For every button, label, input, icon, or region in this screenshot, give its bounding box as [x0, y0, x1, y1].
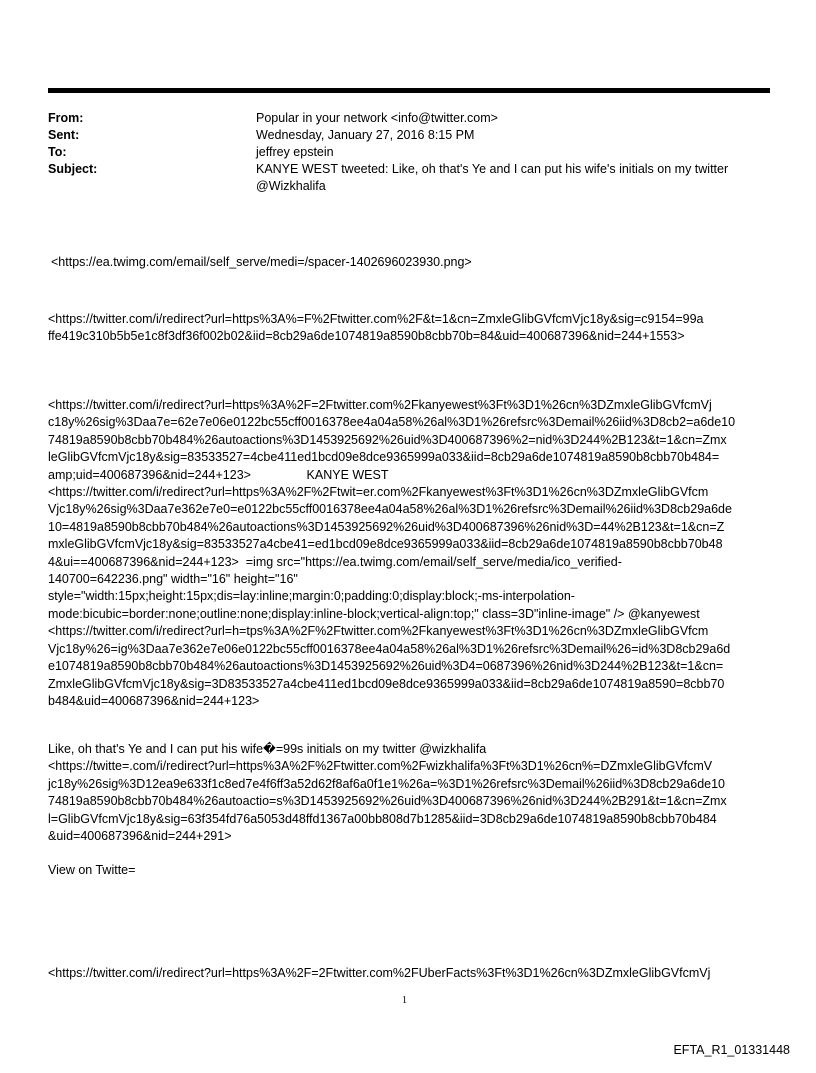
subject-row [48, 161, 778, 195]
to-label: To: [48, 145, 67, 159]
page-number: 1 [402, 995, 407, 1006]
spacer-link: <https://ea.twimg.com/email/self_serve/medi=/spacer-1402696023930.png> [51, 255, 472, 269]
document-id-footer: EFTA_R1_01331448 [673, 1043, 790, 1057]
subject-value: KANYE WEST tweeted: Like, oh that's Ye and I can put his wife's initials on my twitter @Wizkhalifa [256, 162, 729, 193]
from-value: Popular in your network <info@twitter.com> [256, 111, 498, 125]
tweet-header-block: <https://twitter.com/i/redirect?url=https%3A%2F=2Ftwitter.com%2Fkanyewest%3Ft%3D1%26cn%3DZmxleGlibGVfcmVj c18y%26sig%3Daa7e=62e7e06e0122bc55cff0016378ee4a04a58%26al%3D1%26refsrc%3Demail%26iid%3D8cb2=a6de10 74819a8590b8cbb70b484%26autoactions%3D1453925692%26uid%3D400687396%2=nid%3D244%2B123&t=1&cn=Zmx leGlibGVfcmVjc18y&sig=83533527=4cbe411ed1bcd09e8dce9365999a033&iid=8cb29a6de1074819a8590b8cbb70b484= amp;uid=400687396&nid=244+123> KANYE WEST <https://twitter.com/i/redirect?url=https%3A%2F%2Ftwit=er.com%2Fkanyewest%3Ft%3D1%26cn%3DZmxleGlibGVfcm Vjc18y%26sig%3Daa7e362e7e0=e0122bc55cff0016378ee4a04a58%26al%3D1%26refsrc%3Demail%26iid%3D8cb29a6de 10=4819a8590b8cbb70b484%26autoactions%3D1453925692%26uid%3D400687396%26nid%3D=44%2B123&t=1&cn=Z mxleGlibGVfcmVjc18y&sig=83533527a4cbe41=ed1bcd09e8dce9365999a033&iid=8cb29a6de1074819a8590b8cbb70b48 4&ui==400687396&nid=244+123> =img src="https://ea.twimg.com/email/self_serve/media/ico_verified- 140700=642236.png" width="16" height="16" style="width:15px;height:15px;dis=lay:inline;margin:0;padding:0;display:block;-ms-interpolation- mode:bicubic=border:none;outline:none;display:inline-block;vertical-align:top;" class=3D"inline-image" /> @kanyewest <https://twitter.com/i/redirect?url=h=tps%3A%2F%2Ftwitter.com%2Fkanyewest%3Ft%3D1%26cn%3DZmxleGlibGVfcm Vjc18y%26=ig%3Daa7e362e7e06e0122bc55cff0016378ee4a04a58%26al%3D1%26refsrc%3Demail%26=id%3D8cb29a6d e1074819a8590b8cbb70b484%26autoactions%3D1453925692%26uid%3D4=0687396%26nid%3D244%2B123&t=1&cn= ZmxleGlibGVfcmVjc18y&sig=3D83533527a4cbe411ed1bcd09e8dce9365999a033&iid=8cb29a6de1074819a8590=8cbb70 b484&uid=400687396&nid=244+123> [48, 398, 736, 708]
email-header [48, 110, 778, 195]
sent-row [48, 127, 778, 144]
sent-label: Sent: [48, 128, 80, 142]
to-row [48, 144, 778, 161]
header-divider [48, 88, 770, 93]
from-row [48, 110, 778, 127]
redirect-link-1: <https://twitter.com/i/redirect?url=https%3A%=F%2Ftwitter.com%2F&t=1&cn=ZmxleGlibGVfcmVjc18y&sig=c9154=99a ffe419c310b5b5e1c8f3df36f002b02&iid=8cb29a6de1074819a8590b8cbb70b=84&uid=400687396&nid=244+1553> [48, 312, 704, 344]
uberfacts-link: <https://twitter.com/i/redirect?url=https%3A%2F=2Ftwitter.com%2FUberFacts%3Ft%3D1%26cn%3DZmxleGlibGVfcmVj [48, 966, 711, 980]
view-on-twitter-link: View on Twitte= [48, 863, 136, 877]
to-value: jeffrey epstein [256, 145, 334, 159]
from-label: From: [48, 111, 84, 125]
tweet-text-block: Like, oh that's Ye and I can put his wife�=99s initials on my twitter @wizkhalifa <https://twitte=.com/i/redirect?url=https%3A%2F%2Ftwitter.com%2Fwizkhalifa%3Ft%3D1%26cn%=DZmxleGlibGVfcmV jc18y%26sig%3D12ea9e633f1c8ed7e4f6ff3a52d62f8af6a0f1e1%26a=%3D1%26refsrc%3Demail%26iid%3D8cb29a6de10 74819a8590b8cbb70b484%26autoactio=s%3D1453925692%26uid%3D400687396%26nid%3D244%2B291&t=1&cn=Zmx l=GlibGVfcmVjc18y&sig=63f354fd76a5053d48ffd1367a00bb808d7b1285&iid=3D8cb29a6de1074819a8590b8cbb70b484 &uid=400687396&nid=244+291> [48, 742, 727, 844]
sent-value: Wednesday, January 27, 2016 8:15 PM [256, 128, 475, 142]
subject-label: Subject: [48, 162, 98, 176]
